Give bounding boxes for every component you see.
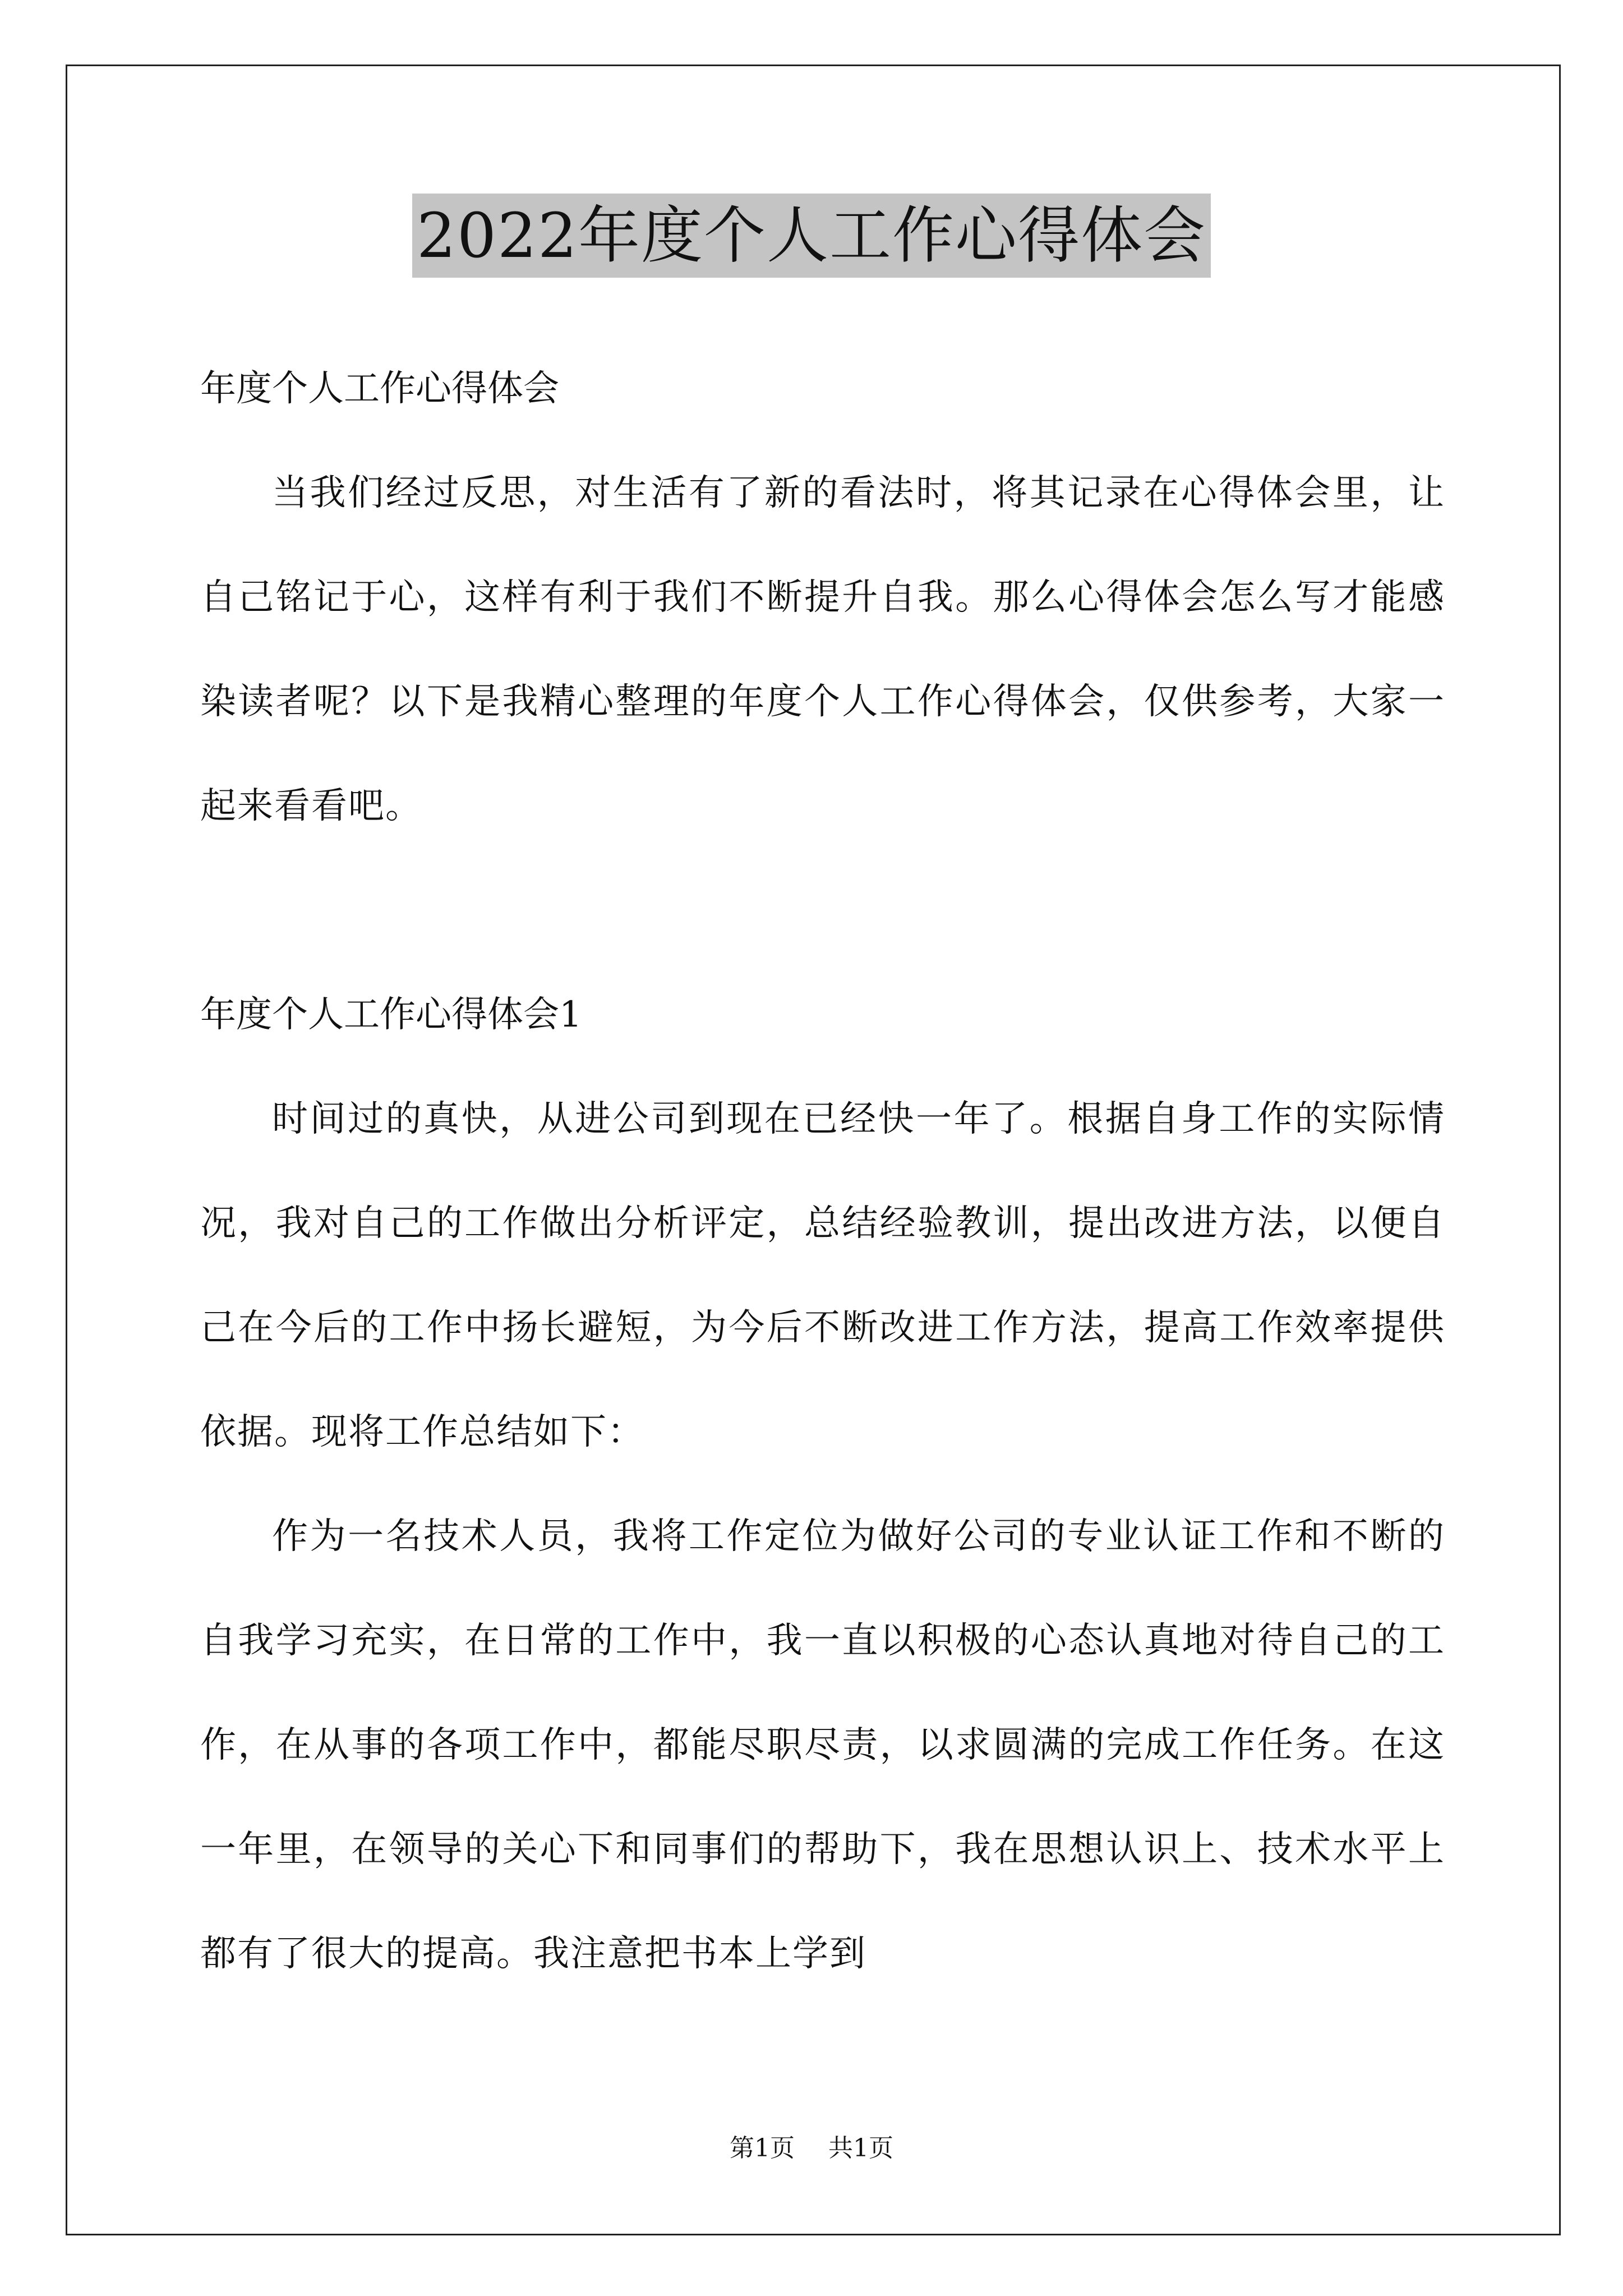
title-container	[0, 194, 1623, 278]
paragraph-spacer	[200, 858, 1445, 963]
page-number: 第1页	[730, 2134, 795, 2162]
page-footer	[0, 2132, 1623, 2165]
page-total: 共1页	[828, 2134, 893, 2162]
paragraph-1: 时间过的真快，从进公司到现在已经快一年了。根据自身工作的实际情况，我对自己的工作做出分析评定，总结经验教训，提出改进方法，以便自己在今后的工作中扬长避短，为今后不断改进工作方法，提高工作效率提供依据。现将工作总结如下：	[200, 1098, 1445, 1453]
document-title: 2022年度个人工作心得体会	[412, 194, 1211, 278]
document-body	[200, 337, 1445, 2006]
paragraph-2: 作为一名技术人员，我将工作定位为做好公司的专业认证工作和不断的自我学习充实，在日常的工作中，我一直以积极的心态认真地对待自己的工作，在从事的各项工作中，都能尽职尽责，以求圆满的完成工作任务。在这一年里，在领导的关心下和同事们的帮助下，我在思想认识上、技术水平上都有了很大的提高。我注意把书本上学到	[200, 1516, 1445, 1975]
intro-paragraph: 当我们经过反思，对生活有了新的看法时，将其记录在心得体会里，让自己铭记于心，这样有利于我们不断提升自我。那么心得体会怎么写才能感染读者呢？以下是我精心整理的年度个人工作心得体会，仅供参考，大家一起来看看吧。	[200, 472, 1445, 827]
section-heading: 年度个人工作心得体会	[200, 368, 559, 409]
subheading-1: 年度个人工作心得体会1	[200, 994, 582, 1036]
